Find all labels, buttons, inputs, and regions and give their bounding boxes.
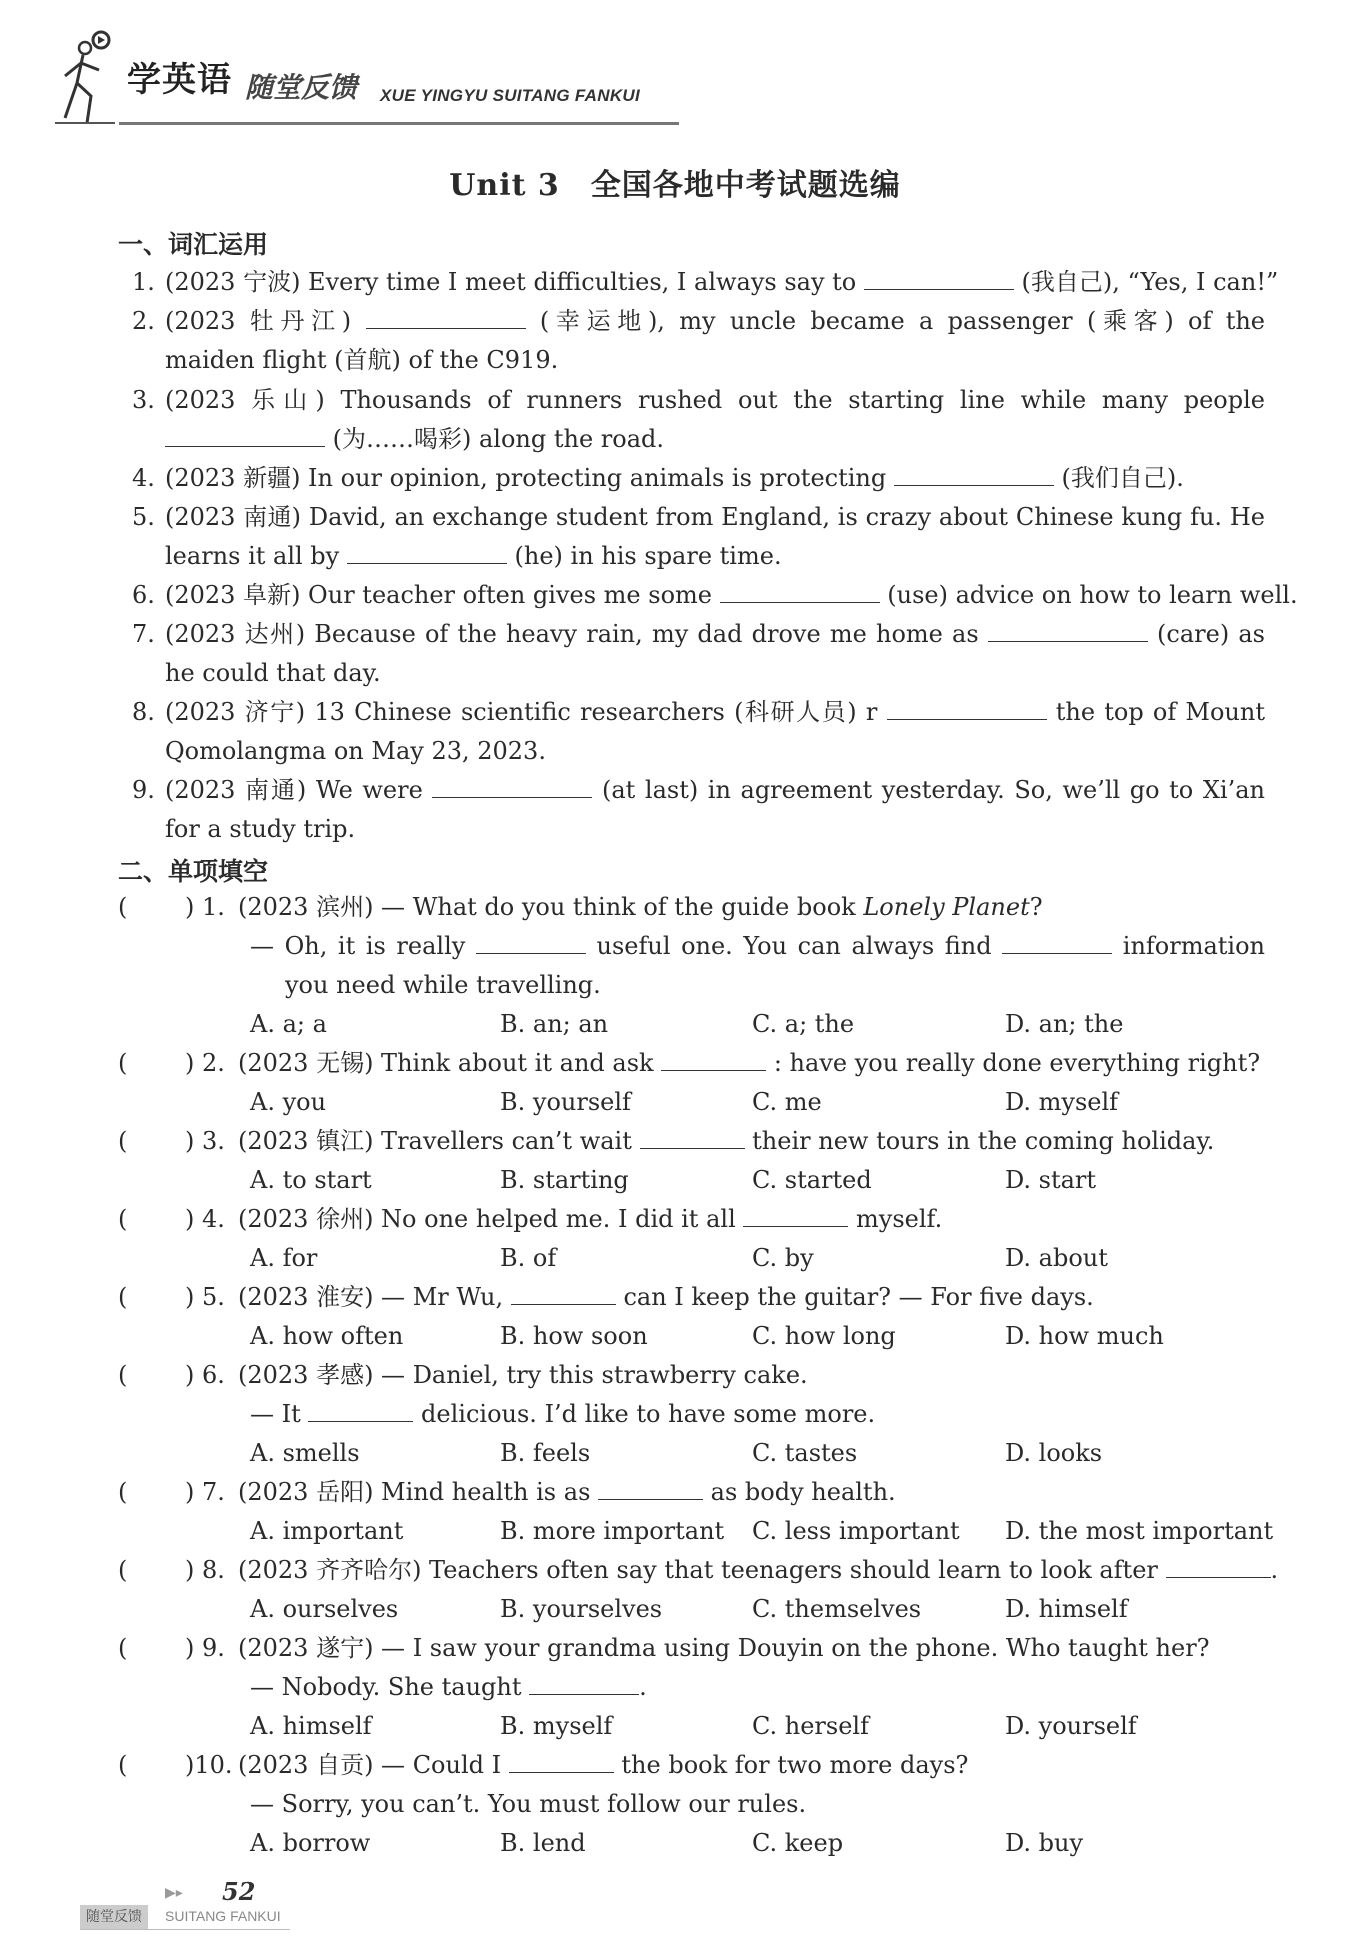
answer-blank[interactable] xyxy=(366,306,526,329)
footer-rule xyxy=(80,1929,290,1930)
answer-blank[interactable] xyxy=(165,424,325,447)
header-title: 学英语 xyxy=(127,60,232,100)
answer-blank[interactable] xyxy=(743,1204,848,1227)
mc9-number: ) 9. xyxy=(185,1634,225,1662)
mc8-option-c[interactable]: C. themselves xyxy=(752,1595,922,1623)
header-latin: XUE YINGYU SUITANG FANKUI xyxy=(380,86,641,105)
vocab-q2-cont: maiden flight (首航) of the C919. xyxy=(165,346,559,374)
answer-blank[interactable] xyxy=(1002,931,1112,954)
mc8-option-a[interactable]: A. ourselves xyxy=(250,1595,399,1623)
vocab-q7: (2023 达州) Because of the heavy rain, my dad drove me home as (care) as xyxy=(165,620,1265,648)
answer-blank[interactable] xyxy=(864,267,1014,290)
answer-blank[interactable] xyxy=(511,1282,616,1305)
mc9-option-c[interactable]: C. herself xyxy=(752,1712,869,1740)
vocab-q4: (2023 新疆) In our opinion, protecting animals is protecting (我们自己). xyxy=(165,464,1184,492)
mc6-option-c[interactable]: C. tastes xyxy=(752,1439,858,1467)
q3-number: 3. xyxy=(132,386,155,414)
mc10-option-c[interactable]: C. keep xyxy=(752,1829,844,1857)
answer-paren-open[interactable]: ( xyxy=(118,893,128,921)
q1-number: 1. xyxy=(132,268,155,296)
vocab-q3-cont: (为……喝彩) along the road. xyxy=(165,424,664,454)
mc7-number: ) 7. xyxy=(185,1478,225,1506)
q4-number: 4. xyxy=(132,464,155,492)
answer-paren-open[interactable]: ( xyxy=(118,1751,128,1779)
mc8-option-d[interactable]: D. himself xyxy=(1005,1595,1128,1623)
mc3-option-a[interactable]: A. to start xyxy=(250,1166,372,1194)
answer-blank[interactable] xyxy=(509,1750,614,1773)
vocab-q8: (2023 济宁) 13 Chinese scientific researchers (科研人员) r the top of Mount xyxy=(165,698,1265,726)
answer-paren-open[interactable]: ( xyxy=(118,1049,128,1077)
mc6-stem-2: — It delicious. I’d like to have some more. xyxy=(250,1400,876,1428)
mc7-option-b[interactable]: B. more important xyxy=(500,1517,725,1545)
runner-logo-icon xyxy=(55,28,135,128)
header-banner xyxy=(55,28,695,128)
mc6-stem: (2023 孝感) — Daniel, try this strawberry cake. xyxy=(238,1361,808,1389)
answer-blank[interactable] xyxy=(529,1672,639,1695)
mc1-stem: (2023 滨州) — What do you think of the guide book Lonely Planet? xyxy=(238,893,1043,921)
mc1-stem-3: you need while travelling. xyxy=(285,971,601,999)
mc1-stem-2: — Oh, it is really useful one. You can always find information xyxy=(250,932,1265,960)
mc6-option-a[interactable]: A. smells xyxy=(250,1439,360,1467)
q6-number: 6. xyxy=(132,581,155,609)
mc4-option-d[interactable]: D. about xyxy=(1005,1244,1108,1272)
mc2-option-a[interactable]: A. you xyxy=(250,1088,327,1116)
mc7-option-a[interactable]: A. important xyxy=(250,1517,404,1545)
mc3-option-b[interactable]: B. starting xyxy=(500,1166,629,1194)
header-subtitle: 随堂反馈 xyxy=(245,71,358,104)
answer-paren-open[interactable]: ( xyxy=(118,1205,128,1233)
answer-blank[interactable] xyxy=(476,931,586,954)
mc2-stem: (2023 无锡) Think about it and ask : have you really done everything right? xyxy=(238,1049,1261,1077)
mc3-option-c[interactable]: C. started xyxy=(752,1166,872,1194)
mc3-option-d[interactable]: D. start xyxy=(1005,1166,1097,1194)
mc5-stem: (2023 淮安) — Mr Wu, can I keep the guitar? — For five days. xyxy=(238,1283,1094,1311)
mc8-stem: (2023 齐齐哈尔) Teachers often say that teenagers should learn to look after . xyxy=(238,1556,1279,1584)
vocab-q8-cont: Qomolangma on May 23, 2023. xyxy=(165,737,546,765)
footer-latin: SUITANG FANKUI xyxy=(165,1908,281,1924)
answer-blank[interactable] xyxy=(1166,1555,1271,1578)
mc9-stem-2: — Nobody. She taught . xyxy=(250,1673,647,1701)
vocab-q9-cont: for a study trip. xyxy=(165,815,356,843)
mc4-option-a[interactable]: A. for xyxy=(250,1244,318,1272)
answer-blank[interactable] xyxy=(640,1126,745,1149)
mc10-stem-2: — Sorry, you can’t. You must follow our rules. xyxy=(250,1790,807,1818)
mc8-number: ) 8. xyxy=(185,1556,225,1584)
q5-number: 5. xyxy=(132,503,155,531)
mc9-option-d[interactable]: D. yourself xyxy=(1005,1712,1137,1740)
vocab-q3: (2023 乐山) Thousands of runners rushed out the starting line while many people xyxy=(165,386,1265,414)
answer-blank[interactable] xyxy=(308,1399,413,1422)
mc5-option-a[interactable]: A. how often xyxy=(250,1322,404,1350)
answer-paren-open[interactable]: ( xyxy=(118,1556,128,1584)
mc9-option-b[interactable]: B. myself xyxy=(500,1712,613,1740)
mc6-option-d[interactable]: D. looks xyxy=(1005,1439,1103,1467)
mc2-number: ) 2. xyxy=(185,1049,225,1077)
section-2-title: 二、单项填空 xyxy=(118,857,269,886)
page-arrow-icon: ▶▸ xyxy=(165,1885,183,1901)
mc2-option-d[interactable]: D. myself xyxy=(1005,1088,1119,1116)
mc10-option-d[interactable]: D. buy xyxy=(1005,1829,1084,1857)
mc5-option-c[interactable]: C. how long xyxy=(752,1322,896,1350)
mc9-option-a[interactable]: A. himself xyxy=(250,1712,372,1740)
vocab-q7-cont: he could that day. xyxy=(165,659,381,687)
mc5-number: ) 5. xyxy=(185,1283,225,1311)
mc7-option-c[interactable]: C. less important xyxy=(752,1517,960,1545)
answer-blank[interactable] xyxy=(432,775,592,798)
mc10-option-a[interactable]: A. borrow xyxy=(250,1829,371,1857)
vocab-q5-cont: learns it all by (he) in his spare time. xyxy=(165,542,782,570)
answer-blank[interactable] xyxy=(720,580,880,603)
vocab-q6: (2023 阜新) Our teacher often gives me some (use) advice on how to learn well. xyxy=(165,581,1298,609)
mc8-option-b[interactable]: B. yourselves xyxy=(500,1595,663,1623)
vocab-q9: (2023 南通) We were (at last) in agreement yesterday. So, we’ll go to Xi’an xyxy=(165,776,1265,804)
answer-blank[interactable] xyxy=(598,1477,703,1500)
vocab-q2: (2023 牡丹江) (幸运地), my uncle became a passenger (乘客) of the xyxy=(165,307,1266,335)
vocab-q1: (2023 宁波) Every time I meet difficulties, I always say to (我自己), “Yes, I can!” xyxy=(165,268,1279,296)
mc5-option-b[interactable]: B. how soon xyxy=(500,1322,648,1350)
mc3-stem: (2023 镇江) Travellers can’t wait their new tours in the coming holiday. xyxy=(238,1127,1215,1155)
answer-blank[interactable] xyxy=(988,619,1148,642)
answer-blank[interactable] xyxy=(661,1048,766,1071)
answer-blank[interactable] xyxy=(347,541,507,564)
mc2-option-b[interactable]: B. yourself xyxy=(500,1088,631,1116)
unit-title: Unit 3 全国各地中考试题选编 xyxy=(449,168,901,203)
mc2-option-c[interactable]: C. me xyxy=(752,1088,822,1116)
mc4-stem: (2023 徐州) No one helped me. I did it all myself. xyxy=(238,1205,943,1233)
mc6-number: ) 6. xyxy=(185,1361,225,1389)
mc10-stem: (2023 自贡) — Could I the book for two more days? xyxy=(238,1751,969,1779)
q7-number: 7. xyxy=(132,620,155,648)
q8-number: 8. xyxy=(132,698,155,726)
mc1-option-c[interactable]: C. a; the xyxy=(752,1010,855,1038)
mc1-option-b[interactable]: B. an; an xyxy=(500,1010,609,1038)
mc1-option-a[interactable]: A. a; a xyxy=(250,1010,327,1038)
answer-paren-open[interactable]: ( xyxy=(118,1283,128,1311)
mc3-number: ) 3. xyxy=(185,1127,225,1155)
mc7-stem: (2023 岳阳) Mind health is as as body health. xyxy=(238,1478,896,1506)
q9-number: 9. xyxy=(132,776,155,804)
answer-paren-open[interactable]: ( xyxy=(118,1361,128,1389)
mc9-stem: (2023 遂宁) — I saw your grandma using Douyin on the phone. Who taught her? xyxy=(238,1634,1210,1662)
mc10-number: )10. xyxy=(185,1751,233,1779)
answer-blank[interactable] xyxy=(894,463,1054,486)
mc4-number: ) 4. xyxy=(185,1205,225,1233)
mc10-option-b[interactable]: B. lend xyxy=(500,1829,586,1857)
section-1-title: 一、词汇运用 xyxy=(118,230,269,259)
answer-paren-open[interactable]: ( xyxy=(118,1478,128,1506)
header-rule xyxy=(119,122,679,125)
answer-paren-open[interactable]: ( xyxy=(118,1634,128,1662)
footer-badge: 随堂反馈 xyxy=(80,1905,148,1929)
mc4-option-b[interactable]: B. of xyxy=(500,1244,557,1272)
vocab-q5: (2023 南通) David, an exchange student from England, is crazy about Chinese kung fu. He xyxy=(165,503,1265,531)
mc1-number: ) 1. xyxy=(185,893,225,921)
mc5-option-d[interactable]: D. how much xyxy=(1005,1322,1164,1350)
mc1-option-d[interactable]: D. an; the xyxy=(1005,1010,1124,1038)
q2-number: 2. xyxy=(132,307,155,335)
answer-paren-open[interactable]: ( xyxy=(118,1127,128,1155)
answer-blank[interactable] xyxy=(887,697,1047,720)
mc7-option-d[interactable]: D. the most important xyxy=(1005,1517,1274,1545)
page-number: 52 xyxy=(222,1877,256,1906)
mc6-option-b[interactable]: B. feels xyxy=(500,1439,591,1467)
mc4-option-c[interactable]: C. by xyxy=(752,1244,814,1272)
